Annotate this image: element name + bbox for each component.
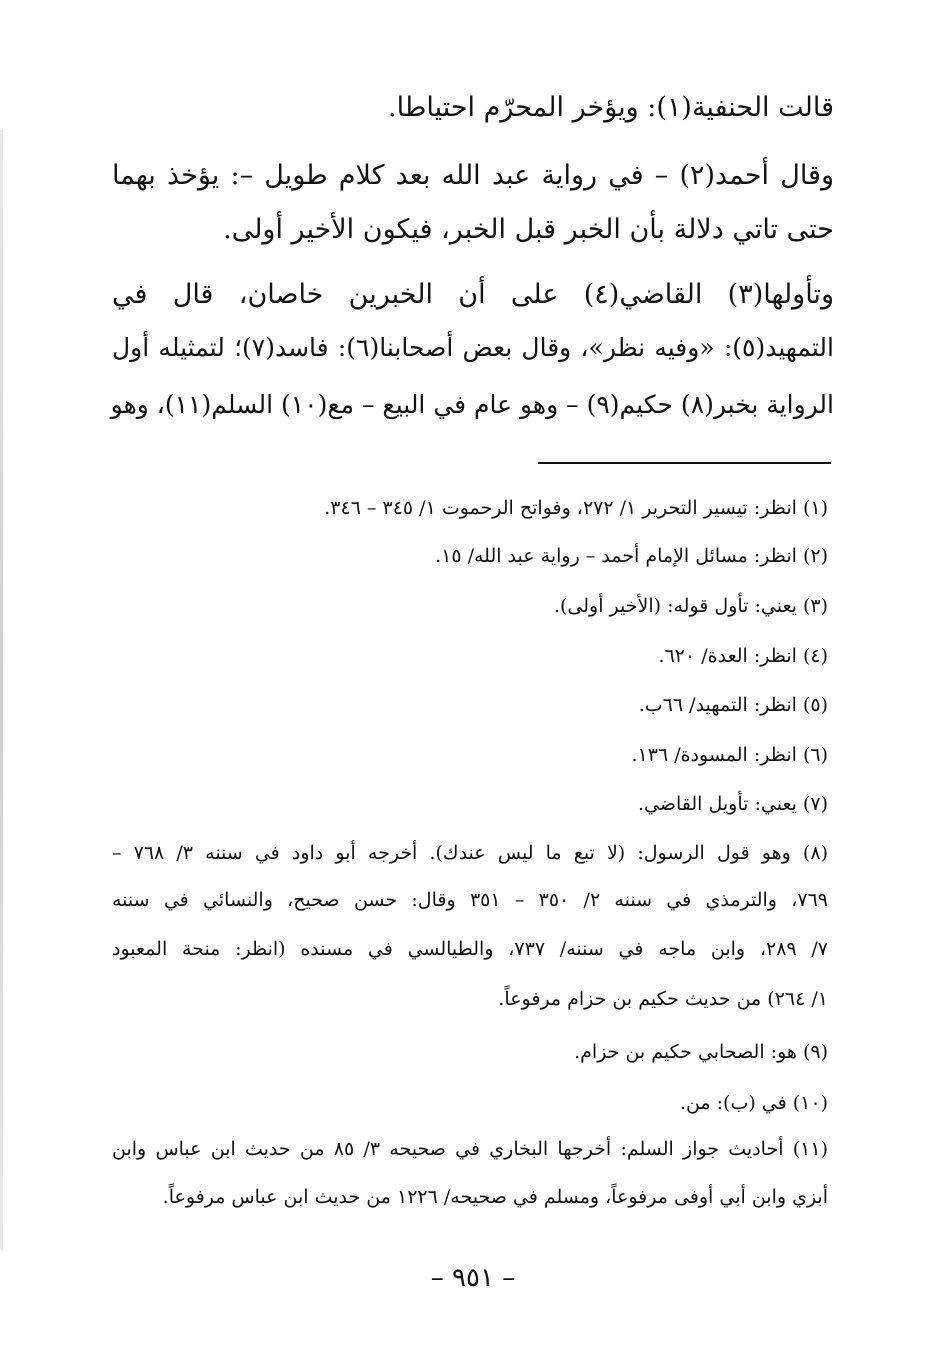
footnote-11-line-1: (١١) أحاديث جواز السلم: أخرجها البخاري في صحيحه ٣/ ٨٥ من حديث ابن عباس وابن [112,1138,828,1160]
footnote-separator [538,462,831,464]
footnote-3: (٣) يعني: تأول قوله: (الأخير أولى). [553,595,828,617]
footnote-2: (٢) انظر: مسائل الإمام أحمد – رواية عبد الله/ ١٥. [435,545,828,567]
page-number: – ٩٥١ – [430,1263,516,1293]
main-text-line-6: الرواية بخبر(٨) حكيم(٩) – وهو عام في البيع – مع(١٠) السلم(١١)، وهو [110,390,834,419]
footnote-8-line-4: ١/ ٢٦٤) من حديث حكيم بن حزام مرفوعاً. [498,988,828,1010]
footnote-8-line-3: ٧/ ٢٨٩، وابن ماجه في سننه/ ٧٣٧، والطيالسي في مسنده (انظر: منحة المعبود [112,938,829,960]
main-text-line-1: قالت الحنفية(١): ويؤخر المحرّم احتياطا. [388,92,834,123]
main-text-line-2: وقال أحمد(٢) – في رواية عبد الله بعد كلام طويل –: يؤخذ بهما [112,160,834,191]
footnote-6: (٦) انظر: المسودة/ ١٣٦. [631,744,828,766]
footnote-8-line-2: ٧٦٩، والترمذي في سننه ٢/ ٣٥٠ – ٣٥١ وقال: حسن صحيح، والنسائي في سننه [112,889,828,911]
footnote-1: (١) انظر: تيسير التحرير ١/ ٢٧٢، وفواتح الرحموت ١/ ٣٤٥ – ٣٤٦. [324,497,828,519]
footnote-11-line-2: أبزي وابن أبي أوفى مرفوعاً، ومسلم في صحيحه/ ١٢٢٦ من حديث ابن عباس مرفوعاً. [162,1186,828,1208]
footnote-9: (٩) هو: الصحابي حكيم بن حزام. [574,1041,828,1063]
footnote-5: (٥) انظر: التمهيد/ ٦٦ب. [638,694,828,716]
main-text-line-3: حتى تاتي دلالة بأن الخبر قبل الخبر، فيكون الأخير أولى. [223,214,834,245]
main-text-line-5: التمهيد(٥): «وفيه نظر»، وقال بعض أصحابنا(٦): فاسد(٧)؛ لتمثيله أول [112,333,834,362]
footnote-4: (٤) انظر: العدة/ ٦٢٠. [658,645,828,667]
scan-edge-shadow [0,130,3,1250]
main-text-line-4: وتأولها(٣) القاضي(٤) على أن الخبرين خاصان، قال في [112,279,834,310]
footnote-7: (٧) يعني: تأويل القاضي. [637,793,828,815]
footnote-10: (١٠) في (ب): من. [679,1092,828,1114]
footnote-8-line-1: (٨) وهو قول الرسول: (لا تبع ما ليس عندك). أخرجه أبو داود في سننه ٣/ ٧٦٨ – [112,842,828,864]
